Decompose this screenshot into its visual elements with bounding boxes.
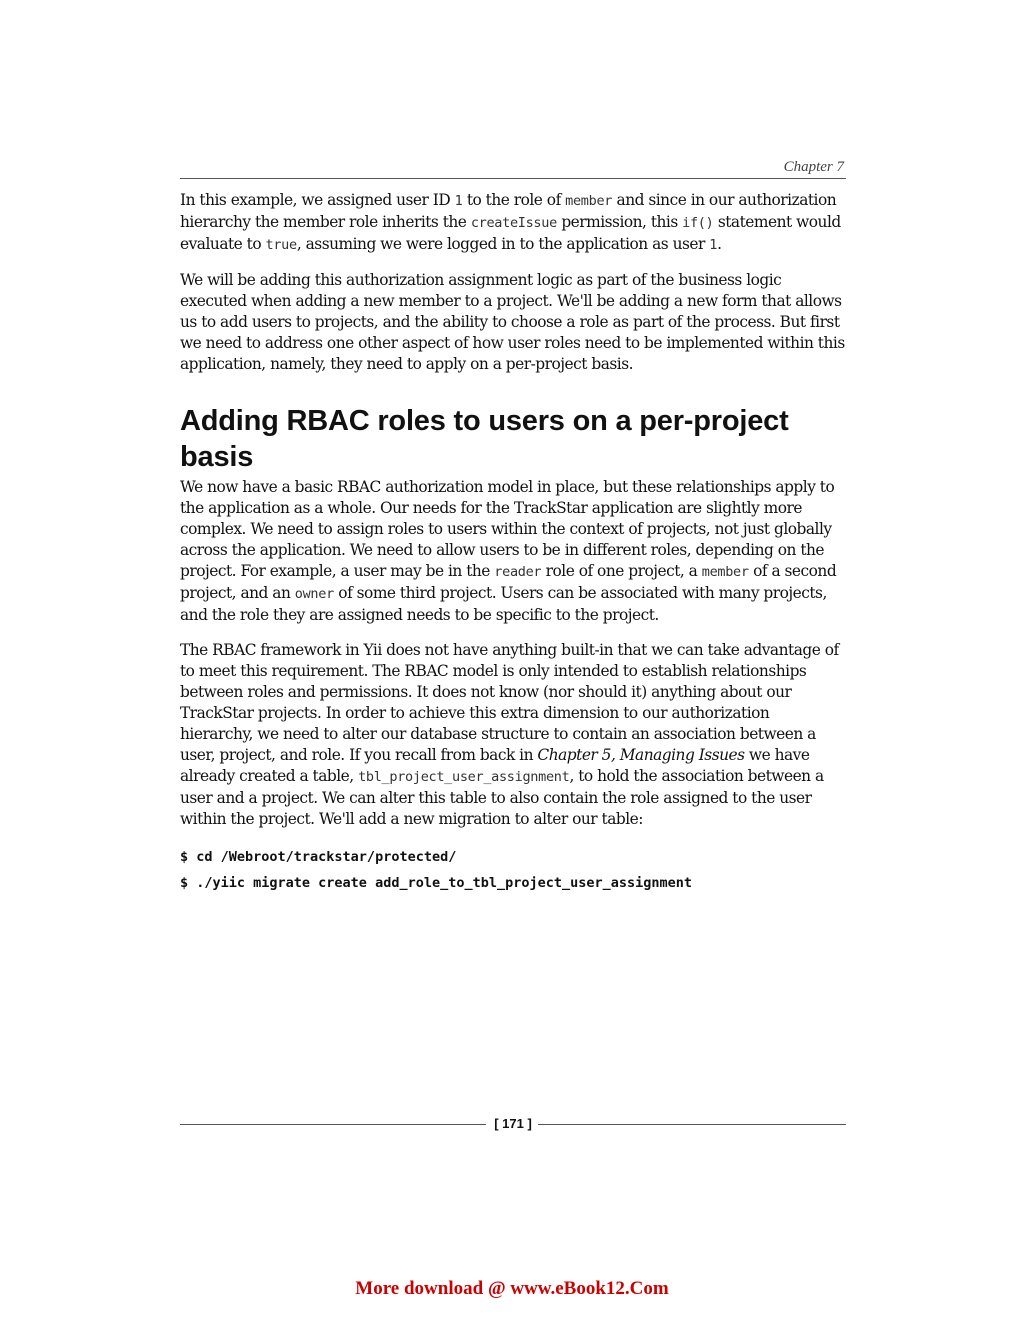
page-number: [ 171 ] <box>494 1116 532 1131</box>
paragraph-4: The RBAC framework in Yii does not have anything built-in that we can take advantage of to meet this requirement. The RBAC model is only intended to establish relationships between roles and permissions. It does not know (nor should it) anything about our TrackStar projects. In order to achieve this extra dimension to our authorization hierarchy, we need to alter our database structure to contain an association between a user, project, and role. If you recall from back in Chapter 5, Managing Issues we have already created a table, tbl_project_user_assignment, to hold the association between a user and a project. We can alter this table to also contain the role assigned to the user within the project. We'll add a new migration to alter our table: <box>180 641 839 828</box>
inline-code: member <box>565 193 613 209</box>
inline-code: owner <box>294 586 334 602</box>
footer-rule-right <box>538 1124 846 1125</box>
inline-code: member <box>701 564 749 580</box>
running-header-chapter: Chapter 7 <box>783 159 844 175</box>
chapter-reference: Chapter 5, Managing Issues <box>537 746 745 764</box>
inline-code: createIssue <box>470 215 557 231</box>
page-content <box>180 190 846 896</box>
paragraph-3: We now have a basic RBAC authorization model in place, but these relationships apply to the application as a whole. Our needs for the TrackStar application are slightly more complex. We need to assign roles to users within the context of projects, not just globally across the application. We need to allow users to be in different roles, depending on the project. For example, a user may be in the reader role of one project, a member of a second project, and an owner of some third project. Users can be associated with many projects, and the role they are assigned needs to be specific to the project. <box>180 478 837 624</box>
download-watermark: More download @ www.eBook12.Com <box>355 1278 669 1299</box>
inline-code: 1 <box>454 193 463 209</box>
inline-code: tbl_project_user_assignment <box>358 769 570 785</box>
inline-code: if() <box>682 215 714 231</box>
section-heading: Adding RBAC roles to users on a per-project basis <box>180 405 789 473</box>
command-block <box>180 844 846 896</box>
inline-code: reader <box>494 564 542 580</box>
page-footer <box>180 1114 846 1134</box>
inline-code: 1 <box>709 237 718 253</box>
command-line: $ cd /Webroot/trackstar/protected/ <box>180 849 457 865</box>
page-header <box>180 158 846 179</box>
command-line: $ ./yiic migrate create add_role_to_tbl_project_user_assignment <box>180 875 693 891</box>
inline-code: true <box>265 237 297 253</box>
paragraph-2: We will be adding this authorization assignment logic as part of the business logic executed when adding a new member to a project. We'll be adding a new form that allows us to add users to projects, and the ability to choose a role as part of the process. But first we need to address one other aspect of how user roles need to be implemented within this application, namely, they need to apply on a per-project basis. <box>180 271 845 373</box>
paragraph-1: In this example, we assigned user ID 1 to the role of member and since in our authorization hierarchy the member role inherits the createIssue permission, this if() statement would evaluate to true, assuming we were logged in to the application as user 1. <box>180 191 841 253</box>
footer-rule-left <box>180 1124 486 1125</box>
